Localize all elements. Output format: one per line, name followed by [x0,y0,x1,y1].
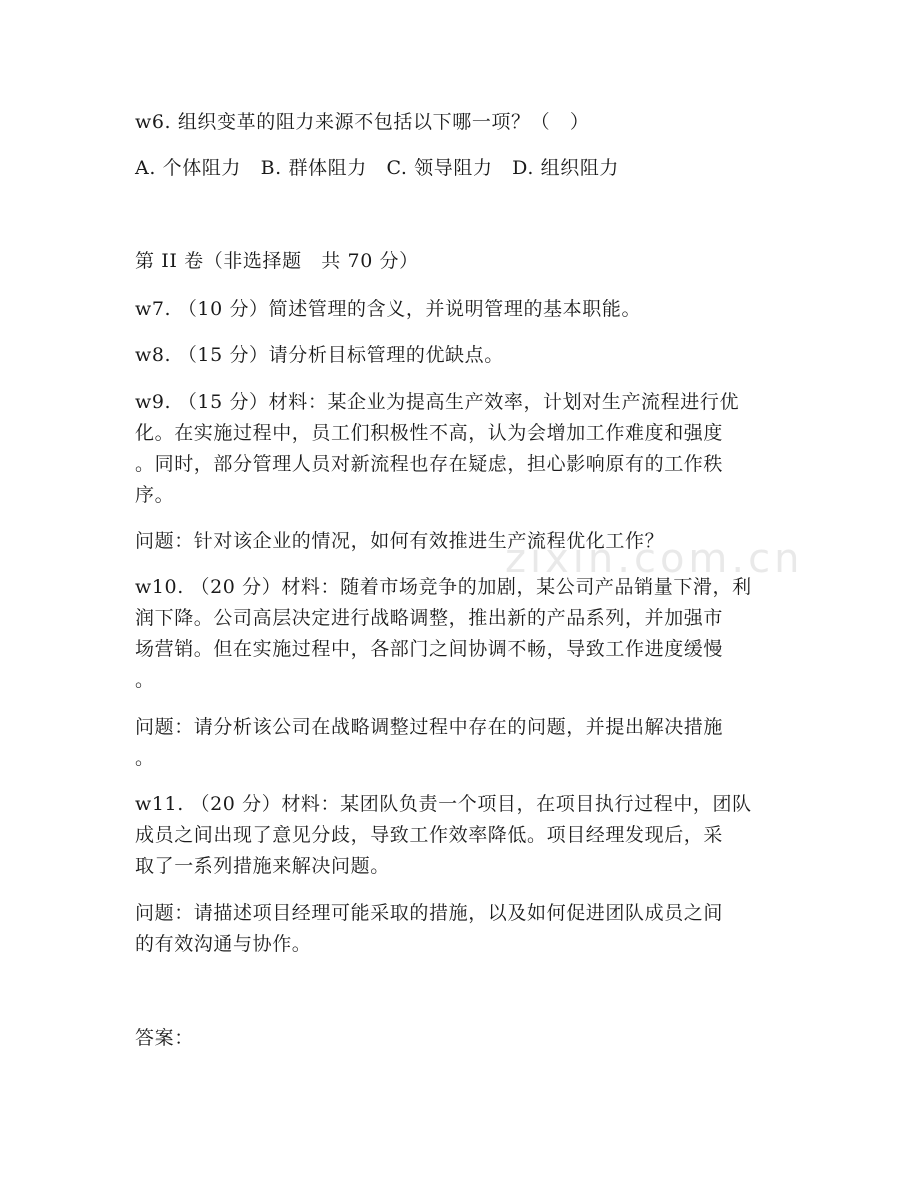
question-6-options: A. 个体阻力 B. 群体阻力 C. 领导阻力 D. 组织阻力 [135,157,620,179]
question-11-prompt-line-2: 的有效沟通与协作。 [135,933,312,955]
question-9-line-4: 序。 [135,484,175,506]
question-10-line-4: 。 [135,669,155,691]
question-7: w7. （10 分）简述管理的含义，并说明管理的基本职能。 [135,298,642,320]
question-6: w6. 组织变革的阻力来源不包括以下哪一项？（ ） [135,111,590,133]
question-9-line-2: 化。在实施过程中，员工们积极性不高，认为会增加工作难度和强度 [135,422,724,444]
question-8: w8. （15 分）请分析目标管理的优缺点。 [135,344,504,366]
question-11-prompt-line-1: 问题：请描述项目经理可能采取的措施，以及如何促进团队成员之间 [135,902,724,924]
section-heading: 第 II 卷（非选择题 共 70 分） [135,250,419,272]
question-10-line-3: 场营销。但在实施过程中，各部门之间协调不畅，导致工作进度缓慢 [135,638,724,660]
question-10-prompt-line-2: 。 [135,747,155,769]
question-11-line-2: 成员之间出现了意见分歧，导致工作效率降低。项目经理发现后，采 [135,824,724,846]
question-10-line-2: 润下降。公司高层决定进行战略调整，推出新的产品系列，并加强市 [135,607,724,629]
question-9-line-1: w9. （15 分）材料：某企业为提高生产效率，计划对生产流程进行优 [135,391,740,413]
watermark: zixin.com.cn [505,536,804,582]
answer-heading: 答案： [135,1027,194,1049]
question-9-line-3: 。同时，部分管理人员对新流程也存在疑虑，担心影响原有的工作秩 [135,453,724,475]
question-11-line-1: w11. （20 分）材料：某团队负责一个项目，在项目执行过程中，团队 [135,793,752,815]
question-11-line-3: 取了一系列措施来解决问题。 [135,855,390,877]
question-10-prompt-line-1: 问题：请分析该公司在战略调整过程中存在的问题，并提出解决措施 [135,716,724,738]
question-9-prompt: 问题：针对该企业的情况，如何有效推进生产流程优化工作？ [135,530,665,552]
question-10-line-1: w10. （20 分）材料：随着市场竞争的加剧，某公司产品销量下滑，利 [135,576,752,598]
